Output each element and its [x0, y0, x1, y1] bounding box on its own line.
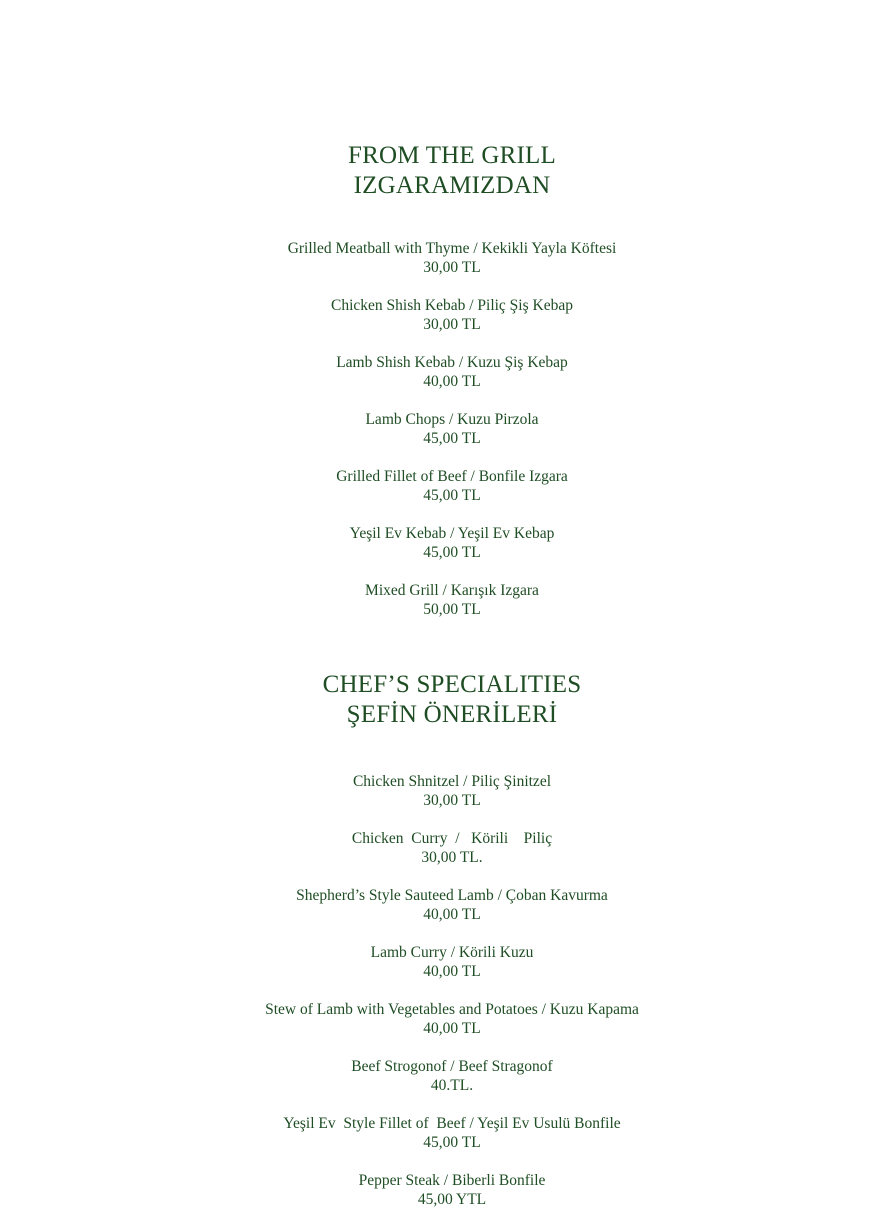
menu-item-price: 40,00 TL	[423, 1020, 481, 1037]
menu-item-price: 30,00 TL	[423, 259, 481, 276]
menu-item	[17, 239, 870, 296]
menu-item	[17, 886, 870, 943]
menu-item	[17, 772, 870, 829]
menu-item-price: 45,00 TL	[423, 430, 481, 447]
menu-item	[17, 1057, 870, 1114]
menu-item	[17, 581, 870, 638]
menu-item-price: 40,00 TL	[423, 906, 481, 923]
menu-item-name: Pepper Steak / Biberli Bonfile	[358, 1172, 546, 1189]
grill-section	[17, 141, 870, 638]
menu-item	[17, 943, 870, 1000]
menu-item-name: Lamb Shish Kebab / Kuzu Şiş Kebap	[336, 354, 568, 371]
menu-item-price: 40,00 TL	[423, 373, 481, 390]
menu-item-price: 50,00 TL	[423, 601, 481, 618]
menu-item	[17, 1114, 870, 1171]
menu-item-name: Chicken Shnitzel / Piliç Şinitzel	[352, 773, 552, 790]
grill-title-en: FROM THE GRILL	[348, 142, 556, 169]
grill-items	[17, 239, 870, 638]
menu-item-price: 45,00 YTL	[417, 1191, 487, 1208]
menu-item-price: 40.TL.	[430, 1077, 474, 1094]
menu-item	[17, 1000, 870, 1057]
menu-item-name: Yeşil Ev Style Fillet of Beef / Yeşil Ev Usulü Bonfile	[283, 1115, 621, 1132]
menu-item-price: 30,00 TL	[423, 316, 481, 333]
menu-item-name: Chicken Shish Kebab / Piliç Şiş Kebap	[331, 297, 573, 314]
menu-item-name: Grilled Meatball with Thyme / Kekikli Yayla Köftesi	[287, 240, 617, 257]
menu-item-price: 40,00 TL	[423, 963, 481, 980]
menu-item-name: Beef Strogonof / Beef Stragonof	[351, 1058, 553, 1075]
menu-item-name: Shepherd’s Style Sauteed Lamb / Çoban Kavurma	[296, 887, 608, 904]
menu-item-price: 45,00 TL	[423, 487, 481, 504]
menu-item-price: 45,00 TL	[423, 544, 481, 561]
menu-item-name: Grilled Fillet of Beef / Bonfile Izgara	[336, 468, 568, 485]
chef-section	[17, 670, 870, 1228]
menu-item-name: Lamb Chops / Kuzu Pirzola	[365, 411, 539, 428]
menu-item-name: Stew of Lamb with Vegetables and Potatoes / Kuzu Kapama	[265, 1001, 639, 1018]
menu-item	[17, 353, 870, 410]
chef-items	[17, 772, 870, 1228]
chef-title-tr: ŞEFİN ÖNERİLERİ	[346, 701, 558, 728]
menu-item-price: 30,00 TL	[423, 792, 481, 809]
menu-item	[17, 467, 870, 524]
menu-item-name: Lamb Curry / Körili Kuzu	[370, 944, 534, 961]
menu-item	[17, 524, 870, 581]
chef-title-en: CHEF’S SPECIALITIES	[322, 671, 582, 698]
menu-item-name: Yeşil Ev Kebab / Yeşil Ev Kebap	[349, 525, 555, 542]
menu-item-price: 30,00 TL.	[421, 849, 483, 866]
menu-item	[17, 410, 870, 467]
grill-title-tr: IZGARAMIZDAN	[353, 172, 551, 199]
menu-item-price: 45,00 TL	[423, 1134, 481, 1151]
menu-item-name: Mixed Grill / Karışık Izgara	[365, 582, 539, 599]
menu-item	[17, 829, 870, 886]
menu-item-name: Chicken Curry / Körili Piliç	[351, 830, 553, 847]
menu-item	[17, 296, 870, 353]
menu-item	[17, 1171, 870, 1228]
